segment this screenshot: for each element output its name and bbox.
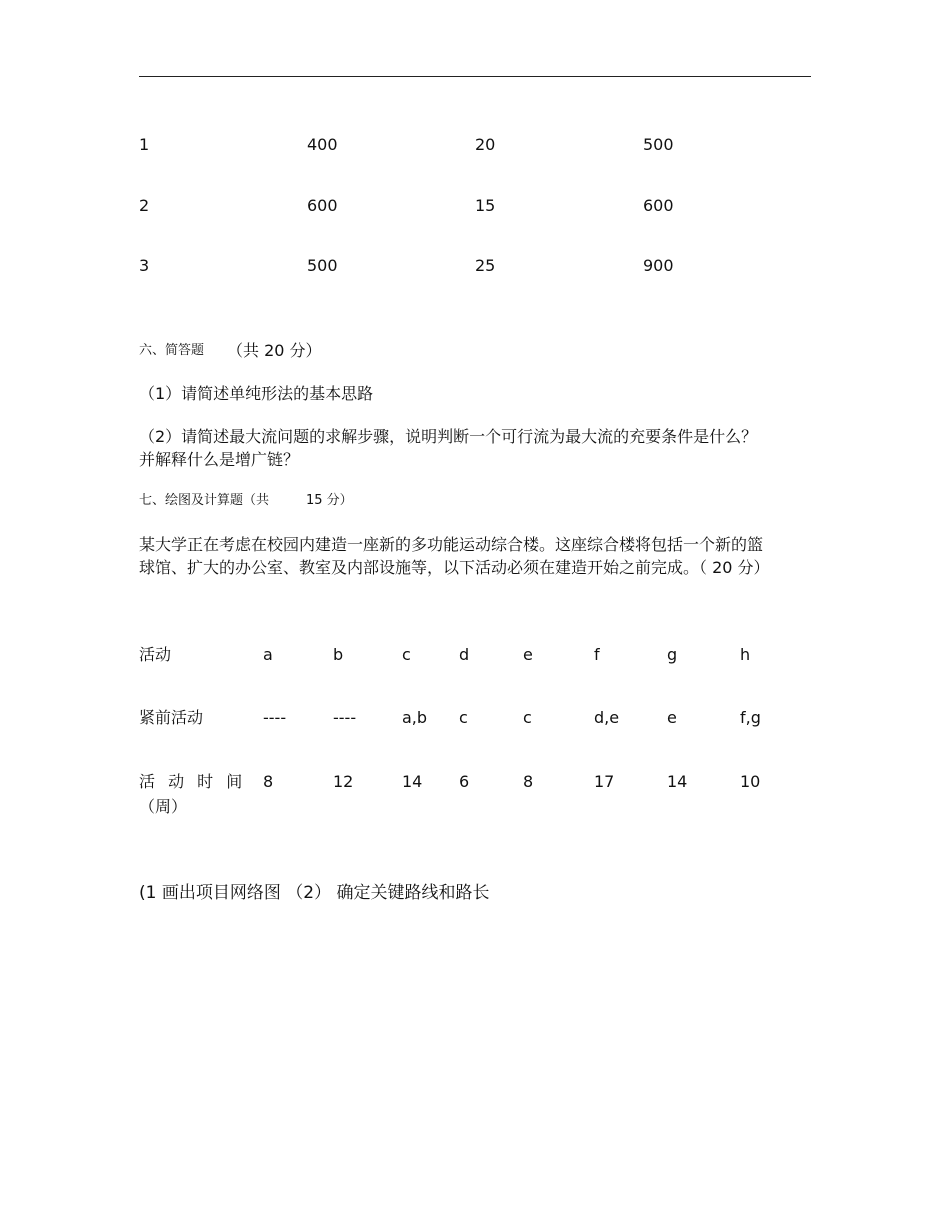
row-label-unit: （周） xyxy=(139,797,188,816)
table-cell: 15 xyxy=(475,196,496,215)
table-cell: 6 xyxy=(459,772,470,791)
table-cell: c xyxy=(459,708,468,727)
section6-question-1: （1）请简述单纯形法的基本思路 xyxy=(139,384,374,403)
table-cell: 900 xyxy=(643,256,674,275)
table-cell: ---- xyxy=(263,708,287,727)
table-cell: e xyxy=(667,708,677,727)
table-cell: 8 xyxy=(523,772,534,791)
table-cell: d,e xyxy=(594,708,620,727)
section7-heading: 七、绘图及计算题（共 xyxy=(139,493,270,508)
table-cell: 600 xyxy=(643,196,674,215)
table-cell: 17 xyxy=(594,772,615,791)
table-cell: 1 xyxy=(139,135,150,154)
table-cell: 12 xyxy=(333,772,354,791)
table-cell: 14 xyxy=(402,772,423,791)
table-cell: h xyxy=(740,645,751,664)
section6-heading: 六、简答题 xyxy=(139,343,205,358)
section7-intro: 某大学正在考虑在校园内建造一座新的多功能运动综合楼。这座综合楼将包括一个新的篮球馆、扩大的办公室、教室及内部设施等，以下活动必须在建造开始之前完成。（ 20 分） xyxy=(139,535,770,577)
header-rule xyxy=(139,76,811,77)
table-cell: 400 xyxy=(307,135,338,154)
row-label: 紧前活动 xyxy=(139,708,204,727)
table-cell: 2 xyxy=(139,196,150,215)
table-cell: a xyxy=(263,645,273,664)
table-cell: 14 xyxy=(667,772,688,791)
row-label: 活动 xyxy=(139,645,172,664)
table-cell: 8 xyxy=(263,772,274,791)
table-cell: b xyxy=(333,645,344,664)
section6-points: （共 20 分） xyxy=(227,341,322,360)
row-label: 活 动 时 间 xyxy=(139,772,247,791)
table-cell: 3 xyxy=(139,256,150,275)
table-cell: 25 xyxy=(475,256,496,275)
table-cell: d xyxy=(459,645,470,664)
table-cell: 600 xyxy=(307,196,338,215)
section7-points: 15 分） xyxy=(306,493,353,508)
table-cell: c xyxy=(523,708,532,727)
table-cell: 500 xyxy=(643,135,674,154)
section6-question-2: （2）请简述最大流问题的求解步骤，说明判断一个可行流为最大流的充要条件是什么？并解释什么是增广链？ xyxy=(139,427,758,469)
table-cell: 10 xyxy=(740,772,761,791)
table-cell: ---- xyxy=(333,708,357,727)
table-cell: 20 xyxy=(475,135,496,154)
table-cell: f,g xyxy=(740,708,761,727)
table-cell: g xyxy=(667,645,678,664)
table-cell: e xyxy=(523,645,533,664)
table-cell: f xyxy=(594,645,600,664)
section7-tasks: (1 画出项目网络图 （2） 确定关键路线和路长 xyxy=(139,883,490,903)
table-cell: c xyxy=(402,645,411,664)
table-cell: a,b xyxy=(402,708,428,727)
table-cell: 500 xyxy=(307,256,338,275)
